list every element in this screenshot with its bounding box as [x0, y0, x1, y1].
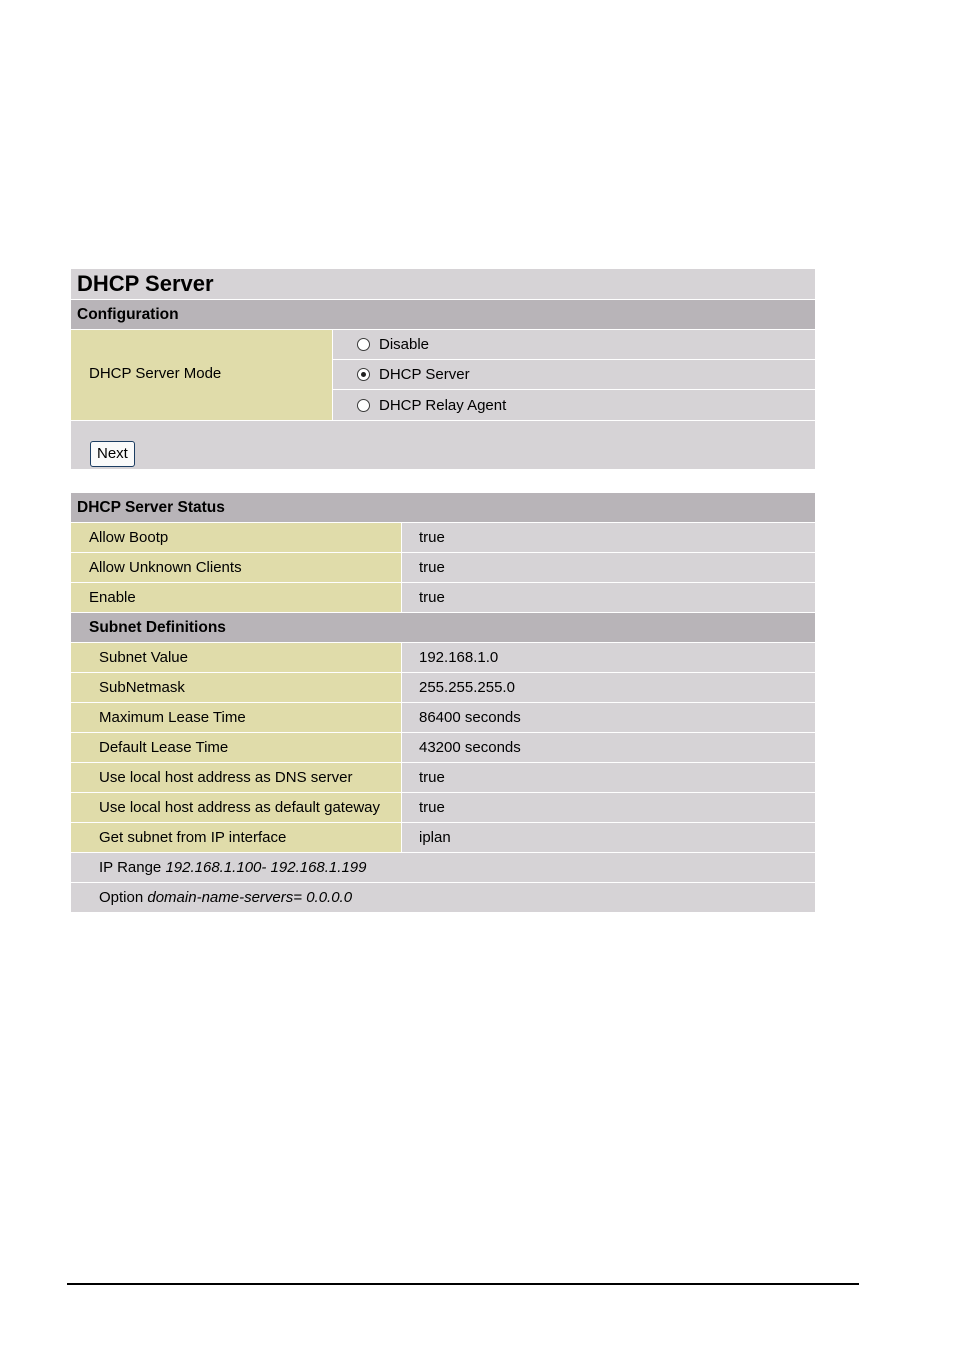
ip-range-row	[71, 853, 815, 883]
table-row	[71, 643, 815, 673]
radio-dhcp-server[interactable]	[357, 368, 370, 381]
dhcp-config-panel	[71, 269, 815, 469]
row-value-cell	[402, 703, 815, 732]
row-label: Use local host address as DNS server	[71, 763, 402, 792]
next-button[interactable]: Next	[90, 441, 135, 467]
mode-option-label: Disable	[379, 336, 430, 353]
row-label: Default Lease Time	[71, 733, 402, 762]
row-value: true	[402, 523, 815, 552]
table-row	[71, 733, 815, 763]
row-value-cell	[402, 733, 815, 762]
row-value: true	[402, 583, 815, 612]
row-value: true	[402, 793, 815, 822]
radio-disable[interactable]	[357, 338, 370, 351]
table-row	[71, 793, 815, 823]
row-label: Allow Unknown Clients	[71, 553, 402, 582]
table-row	[71, 553, 815, 583]
ip-range-label: IP Range	[99, 859, 166, 876]
option-row	[71, 883, 815, 913]
dhcp-server-status-header: DHCP Server Status	[71, 493, 815, 523]
row-label: Use local host address as default gateway	[71, 793, 402, 822]
subnet-definitions-header: Subnet Definitions	[71, 613, 815, 643]
radio-dhcp-relay-agent[interactable]	[357, 399, 370, 412]
dhcp-status-panel	[71, 493, 815, 913]
page-title: DHCP Server	[71, 269, 815, 300]
row-value: true	[402, 763, 815, 792]
row-label: Subnet Value	[71, 643, 402, 672]
mode-option-dhcp-relay-agent[interactable]	[333, 390, 815, 420]
button-row	[71, 421, 815, 469]
row-value: true	[402, 553, 815, 582]
table-row	[71, 823, 815, 853]
footer-divider	[67, 1283, 859, 1285]
mode-option-disable[interactable]	[333, 330, 815, 360]
row-label: Maximum Lease Time	[71, 703, 402, 732]
row-value: 192.168.1.0	[402, 643, 815, 672]
mode-options	[333, 330, 815, 420]
mode-option-label: DHCP Relay Agent	[379, 396, 507, 414]
dhcp-server-mode-group	[71, 330, 815, 421]
row-value: iplan	[402, 823, 815, 852]
option-label: Option	[99, 889, 148, 906]
table-row	[71, 673, 815, 703]
ip-range-value: 192.168.1.100- 192.168.1.199	[165, 859, 367, 876]
table-row	[71, 763, 815, 793]
row-label: Get subnet from IP interface	[71, 823, 402, 852]
mode-option-label: DHCP Server	[379, 366, 470, 383]
row-label: Enable	[71, 583, 402, 612]
table-row	[71, 523, 815, 553]
row-value: 86400 seconds	[402, 703, 525, 732]
configuration-header: Configuration	[71, 300, 815, 330]
row-value: 255.255.255.0	[402, 673, 815, 702]
mode-option-dhcp-server[interactable]	[333, 360, 815, 390]
option-name: domain-name-servers	[147, 889, 294, 906]
row-label: Allow Bootp	[71, 523, 402, 552]
dhcp-server-mode-label: DHCP Server Mode	[71, 330, 333, 420]
row-label: SubNetmask	[71, 673, 402, 702]
table-row	[71, 583, 815, 613]
option-value: = 0.0.0.0	[293, 889, 353, 906]
table-row	[71, 703, 815, 733]
row-value: 43200 seconds	[402, 733, 525, 762]
